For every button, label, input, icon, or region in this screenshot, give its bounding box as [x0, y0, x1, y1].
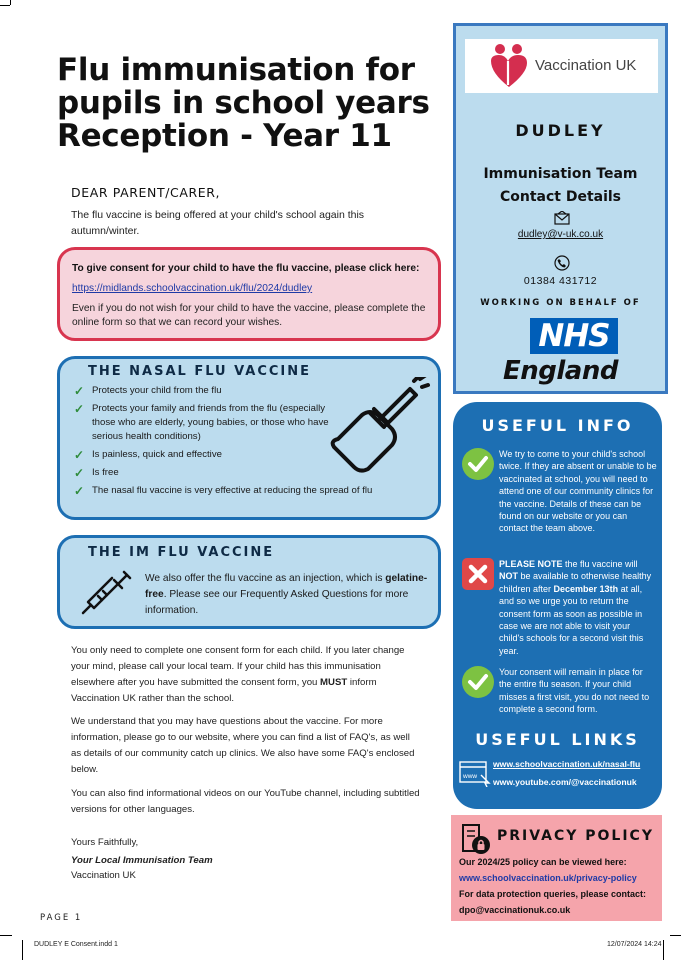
privacy-panel	[451, 815, 662, 921]
list-item: ✓ Protects your family and friends from the flu (especially those who are elderly, young babies, or those who have serious health conditions)	[74, 402, 329, 442]
useful-links-title: USEFUL LINKS	[475, 730, 640, 749]
signoff-team: Your Local Immunisation Team	[71, 855, 213, 866]
info-item-deadline: PLEASE NOTE the flu vaccine will NOT be available to otherwise healthy children after December 13th at all, and so we urge you to return the consent form as soon as possible in case we are not able to visit your child's schools for a second visit this year.	[499, 559, 652, 656]
nasal-vaccine-title: THE NASAL FLU VACCINE	[88, 364, 312, 379]
list-item: ✓ Is painless, quick and effective	[74, 448, 222, 462]
info-item-consent: Your consent will remain in place for the entire flu season. If your child misses a first visit, you do not need to complete a second form.	[499, 667, 650, 715]
logo-text: Vaccination UK	[535, 57, 637, 74]
crop-mark	[0, 935, 12, 936]
nasal-vaccine-box	[57, 356, 441, 520]
contact-email-link[interactable]: dudley@v-uk.co.uk	[517, 229, 604, 240]
signoff-closing: Yours Faithfully,	[71, 837, 139, 848]
working-on-behalf: WORKING ON BEHALF OF	[480, 298, 641, 308]
im-vaccine-text: We also offer the flu vaccine as an injection, which is gelatine-free. Please see our Frequently Asked Questions for more information.	[145, 573, 428, 616]
body-paragraph: We understand that you may have questions about the vaccine. For more information, please go to our website, where you can find a list of FAQ's, as well as details of our community catch up clinics. We also have some FAQ's enclosed below.	[71, 716, 415, 775]
privacy-title: PRIVACY POLICY	[497, 828, 654, 844]
list-item: ✓ Protects your child from the flu	[74, 384, 222, 398]
privacy-email-link[interactable]: dpo@vaccinationuk.co.uk	[459, 905, 571, 915]
crop-mark	[22, 940, 23, 960]
greeting: DEAR PARENT/CARER,	[71, 185, 221, 200]
signoff-org: Vaccination UK	[71, 870, 136, 881]
consent-note: Even if you do not wish for your child to have the vaccine, please complete the online form so that we can record your wishes.	[72, 303, 426, 328]
useful-info-title: USEFUL INFO	[481, 416, 634, 435]
contact-phone: 01384 431712	[523, 275, 598, 287]
print-timestamp: 12/07/2024 14:24	[607, 941, 662, 948]
check-icon: ✓	[74, 484, 85, 498]
area-name: DUDLEY	[515, 121, 606, 140]
nhs-logo: NHS	[530, 318, 618, 354]
check-circle-icon	[462, 448, 494, 480]
consent-link[interactable]: https://midlands.schoolvaccination.uk/flu/2024/dudley	[72, 283, 313, 294]
svg-text:www: www	[463, 773, 478, 780]
syringe-icon	[80, 568, 132, 618]
nasal-spray-icon	[328, 377, 436, 477]
list-item: ✓ Is free	[74, 466, 119, 480]
page-title	[57, 54, 442, 153]
link-youtube[interactable]: www.youtube.com/@vaccinationuk	[493, 777, 637, 787]
privacy-intro: Our 2024/25 policy can be viewed here:	[459, 857, 627, 867]
body-paragraph: You only need to complete one consent form for each child. If you later change your mind, please call your local team. If your child has this immunisation elsewhere after you have submitted the consent form, you MUST inform Vaccination UK rather than the school.	[71, 645, 405, 704]
nasal-benefits-list	[74, 384, 373, 502]
check-icon: ✓	[74, 448, 85, 462]
body-paragraph: You can also find informational videos on our YouTube channel, including subtitled versions for other languages.	[71, 788, 420, 815]
crop-mark	[10, 0, 11, 5]
title-line: Flu immunisation for	[57, 52, 415, 88]
crop-mark	[663, 940, 664, 960]
title-line: Reception - Year 11	[57, 118, 392, 154]
page-number: PAGE 1	[40, 913, 83, 923]
web-browser-icon	[459, 761, 491, 787]
vaccination-uk-logo	[465, 39, 658, 93]
crop-mark	[670, 935, 681, 936]
england-text: England	[503, 356, 618, 386]
privacy-document-icon	[457, 821, 493, 857]
check-icon: ✓	[74, 402, 85, 416]
im-vaccine-box	[57, 535, 441, 629]
consent-heading: To give consent for your child to have the flu vaccine, please click here:	[72, 263, 420, 274]
contact-panel	[453, 23, 668, 394]
heart-people-icon	[489, 43, 529, 89]
team-heading: Immunisation Team Contact Details	[483, 166, 638, 205]
phone-icon	[554, 255, 570, 271]
cross-square-icon	[462, 558, 494, 590]
link-nasal-flu[interactable]: www.schoolvaccination.uk/nasal-flu	[493, 759, 641, 769]
check-icon: ✓	[74, 384, 85, 398]
im-vaccine-title: THE IM FLU VACCINE	[88, 545, 275, 560]
list-item: ✓ The nasal flu vaccine is very effective at reducing the spread of flu	[74, 484, 373, 498]
crop-mark	[0, 5, 10, 6]
mail-icon	[554, 211, 570, 225]
privacy-contact-note: For data protection queries, please contact:	[459, 889, 647, 899]
useful-info-panel	[453, 402, 662, 809]
intro-text: The flu vaccine is being offered at your child's school again this autumn/winter.	[71, 209, 365, 237]
check-circle-icon	[462, 666, 494, 698]
info-item-visits: We try to come to your child's school twice. If they are absent or unable to be vaccinated at school, you will need to attend one of our community clinics for the vaccine. Details of these can be found on our website or you can contact the team above.	[499, 449, 657, 534]
check-icon: ✓	[74, 466, 85, 480]
consent-box	[57, 247, 441, 341]
title-line: pupils in school years	[57, 85, 430, 121]
print-slug: DUDLEY E Consent.indd 1	[34, 941, 118, 948]
privacy-link[interactable]: www.schoolvaccination.uk/privacy-policy	[459, 873, 637, 883]
